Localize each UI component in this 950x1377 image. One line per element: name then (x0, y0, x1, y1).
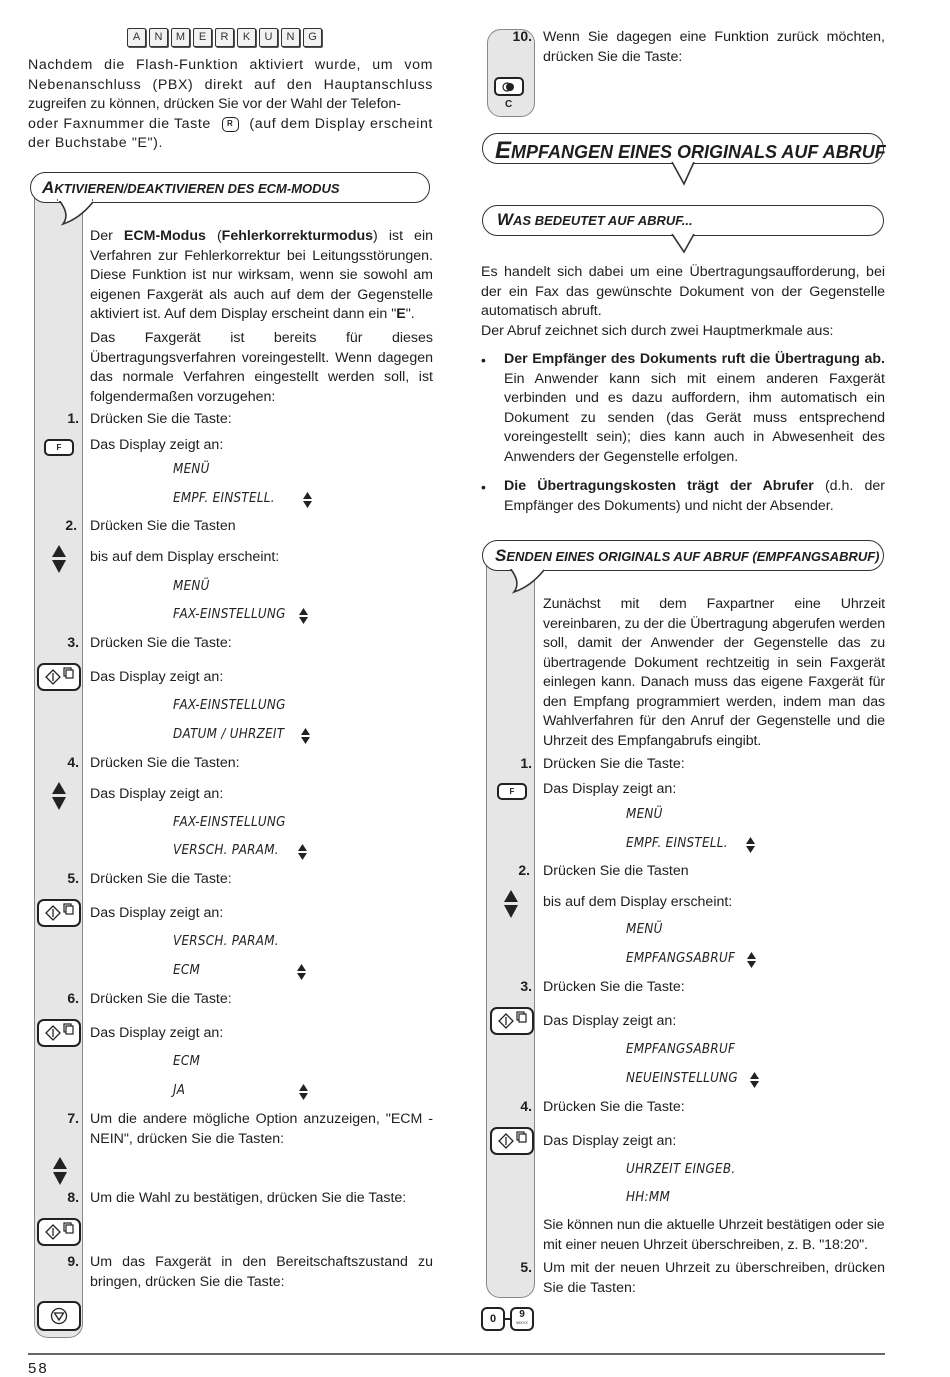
step-text: Wenn Sie dagegen eine Funktion zurück möchten, drücken Sie die Taste: (543, 29, 885, 65)
step-text: Um die andere mögliche Option anzuzeigen, "ECM - NEIN", drücken Sie die Tasten: (90, 1111, 433, 1147)
step-number: 8. (67, 1189, 79, 1205)
note-title-letter: N (149, 28, 168, 47)
step-text: Drücken Sie die Taste: (543, 979, 685, 995)
ecm-intro-p2: Das Faxgerät ist bereits für dieses Übertragungsverfahren voreingestellt. Wenn dagegen das normale Verfahren eingestellt werden soll, ist folgendermaßen vorzugehen: (90, 330, 433, 405)
send-section-title: SENDEN EINES ORIGINALS AUF ABRUF (EMPFANGSABRUF) (495, 546, 880, 565)
step-subtext: Das Display zeigt an: (543, 781, 677, 797)
step-text: Drücken Sie die Taste: (90, 635, 232, 651)
up-down-arrows-icon (303, 492, 312, 508)
ecm-section-title: AKTIVIEREN/DEAKTIVIEREN DES ECM-MODUS (42, 178, 340, 197)
step-subtext: Das Display zeigt an: (90, 786, 224, 802)
note-title (127, 28, 322, 47)
display-line: UHRZEIT EINGEB. (626, 1162, 736, 1177)
up-down-arrows-icon (299, 608, 308, 624)
note-line (28, 115, 433, 135)
display-line: MENÜ (626, 922, 663, 937)
step-number: 4. (67, 754, 79, 770)
display-line: EMPF. EINSTELL. (626, 836, 728, 851)
display-line: MENÜ (173, 579, 210, 594)
bubble-tail-icon (55, 198, 95, 228)
f-key-icon: F (44, 439, 74, 456)
start-copy-key-icon (37, 899, 81, 927)
what-bullet: Der Empfänger des Dokuments ruft die Übertragung ab. Ein Anwender kann sich mit einem anderen Faxgerät verbinden und es dazu auffordern, ihm automatisch ein Dokument zu senden (das Gerät muss entsprechend voreingestellt sein); dies kann auch in Abwesenheit des Anwenders der Gegenstelle erfolgen. (504, 351, 885, 465)
c-key-label: C (505, 99, 513, 110)
step-subtext: bis auf dem Display erscheint: (90, 549, 280, 565)
note-title-letter: G (303, 28, 322, 47)
note-title-letter: U (259, 28, 278, 47)
nine-key-icon (510, 1307, 534, 1331)
display-line: EMPFANGSABRUF (626, 951, 736, 966)
step-number: 7. (67, 1110, 79, 1126)
step-subtext: bis auf dem Display erscheint: (543, 894, 733, 910)
display-line: DATUM / UHRZEIT (173, 727, 285, 742)
up-down-arrows-icon (299, 1084, 308, 1100)
note-title-letter: R (215, 28, 234, 47)
display-line: FAX-EINSTELLUNG (173, 698, 286, 713)
display-line: HH:MM (626, 1190, 671, 1205)
step-number: 2. (518, 862, 530, 878)
nine-key-digit: 9 (519, 1309, 525, 1320)
up-down-arrows-icon (298, 844, 307, 860)
note-title-letter: N (281, 28, 300, 47)
note-line: zugreifen zu können, drücken Sie vor der Wahl der Telefon- (28, 96, 402, 112)
bubble-tail-icon (670, 234, 698, 254)
note-line: Nebenanschluss (PBX) direkt auf den Hauptanschluss (28, 76, 433, 93)
step-text: Drücken Sie die Tasten: (90, 755, 240, 771)
display-line: VERSCH. PARAM. (173, 843, 279, 858)
display-line: FAX-EINSTELLUNG (173, 607, 286, 622)
step-note: Sie können nun die aktuelle Uhrzeit bestätigen oder sie mit einer neuen Uhrzeit überschreiben, z. B. "18:20". (543, 1217, 885, 1253)
step-text: Drücken Sie die Taste: (543, 1099, 685, 1115)
step-subtext: Das Display zeigt an: (90, 1025, 224, 1041)
up-down-keys-icon (504, 890, 518, 918)
start-copy-key-icon (37, 663, 81, 691)
display-line: ECM (173, 963, 201, 978)
step-text: Um das Faxgerät in den Bereitschaftszustand zu bringen, drücken Sie die Taste: (90, 1254, 433, 1290)
r-key-icon: R (222, 117, 239, 132)
step-number: 1. (67, 410, 79, 426)
receive-section-title: EMPFANGEN EINES ORIGINALS AUF ABRUF (495, 137, 886, 164)
step-text: Um die Wahl zu bestätigen, drücken Sie die Taste: (90, 1190, 407, 1206)
step-number: 3. (520, 978, 532, 994)
display-line: NEUEINSTELLUNG (626, 1071, 738, 1086)
note-line: der Buchstabe "E"). (28, 135, 164, 151)
step-text: Drücken Sie die Tasten (543, 863, 689, 879)
bullet-icon: • (481, 352, 486, 368)
what-p1: Es handelt sich dabei um eine Übertragungsaufforderung, bei der ein Fax das gewünschte Dokument von der Gegenstelle automatisch abruft. (481, 264, 885, 319)
f-key-icon: F (497, 783, 527, 800)
display-line: FAX-EINSTELLUNG (173, 815, 286, 830)
up-down-keys-icon (53, 1157, 67, 1185)
page-number: 58 (28, 1360, 49, 1377)
step-text: Drücken Sie die Taste: (543, 756, 685, 772)
start-copy-key-icon (37, 1218, 81, 1246)
up-down-arrows-icon (746, 837, 755, 853)
step-number: 5. (67, 870, 79, 886)
note-title-letter: E (193, 28, 212, 47)
footer-rule (28, 1353, 885, 1355)
display-line: JA (173, 1083, 186, 1098)
what-section-title: WAS BEDEUTET AUF ABRUF... (497, 210, 693, 229)
step-number: 10. (512, 28, 532, 44)
note-text (28, 56, 433, 154)
display-line: EMPFANGSABRUF (626, 1042, 736, 1057)
up-down-arrows-icon (750, 1072, 759, 1088)
step-subtext: Das Display zeigt an: (90, 905, 224, 921)
bullet-icon: • (481, 479, 486, 495)
note-line-part: oder Faxnummer die Taste (28, 115, 211, 132)
send-intro: Zunächst mit dem Faxpartner eine Uhrzeit vereinbaren, zu der die Übertragung abgerufen werden soll, damit der Anwender der Gegenstelle das zu übertragende Dokument rechtzeitig in sein Faxgerät einlegen kann. Danach muss das eigene Faxgerät für den Empfang programmiert werden, indem man das Wahlverfahren für den Anruf der Gegenstelle und die Uhrzeit des Empfangabrufs eingibt. (543, 596, 885, 749)
step-number: 3. (67, 634, 79, 650)
note-line: Nachdem die Flash-Funktion aktiviert wurde, um vom (28, 57, 433, 73)
up-down-keys-icon (52, 545, 66, 573)
display-line: EMPF. EINSTELL. (173, 491, 275, 506)
note-title-letter: K (237, 28, 256, 47)
step-number: 9. (67, 1253, 79, 1269)
note-line-part: (auf dem Display erscheint (249, 115, 433, 132)
what-bullet: Die Übertragungskosten trägt der Abrufer (d.h. der Empfänger des Dokuments) und nicht der Absender. (504, 478, 885, 514)
display-line: ECM (173, 1054, 201, 1069)
step-text: Drücken Sie die Tasten (90, 518, 236, 534)
display-line: MENÜ (626, 807, 663, 822)
display-line: VERSCH. PARAM. (173, 934, 279, 949)
step-subtext: Das Display zeigt an: (90, 669, 224, 685)
step-subtext: Das Display zeigt an: (90, 437, 224, 453)
step-subtext: Das Display zeigt an: (543, 1133, 677, 1149)
display-line: MENÜ (173, 462, 210, 477)
step-number: 1. (520, 755, 532, 771)
start-copy-key-icon (490, 1007, 534, 1035)
send-section-strip (486, 560, 535, 1298)
step-number: 2. (65, 517, 77, 533)
what-p2: Der Abruf zeichnet sich durch zwei Hauptmerkmale aus: (481, 323, 834, 339)
c-key-icon (494, 77, 524, 96)
stop-key-icon (37, 1301, 81, 1331)
step-subtext: Das Display zeigt an: (543, 1013, 677, 1029)
note-title-letter: A (127, 28, 146, 47)
start-copy-key-icon (37, 1019, 81, 1047)
step-text: Drücken Sie die Taste: (90, 411, 232, 427)
note-title-letter: M (171, 28, 190, 47)
step-text: Drücken Sie die Taste: (90, 871, 232, 887)
ecm-intro-p1: Der ECM-Modus (Fehlerkorrekturmodus) ist ein Verfahren zur Fehlerkorrektur bei Leitungsstörungen. Diese Funktion ist nur wirksam, wenn sie sowohl am eigenen Faxgerät als auch auf dem der Gegenstelle aktiviert ist. Auf dem Display erscheint dann ein "E". (90, 228, 433, 322)
step-number: 6. (67, 990, 79, 1006)
step-number: 4. (520, 1098, 532, 1114)
up-down-arrows-icon (301, 728, 310, 744)
up-down-arrows-icon (747, 952, 756, 968)
step-text: Um mit der neuen Uhrzeit zu überschreiben, drücken Sie die Tasten: (543, 1260, 885, 1296)
start-copy-key-icon (490, 1127, 534, 1155)
step-text: Drücken Sie die Taste: (90, 991, 232, 1007)
up-down-arrows-icon (297, 964, 306, 980)
bubble-tail-icon (670, 162, 698, 186)
zero-key-icon: 0 (481, 1307, 505, 1331)
bubble-tail-icon (506, 566, 546, 596)
nine-key-letters: WXYZ (516, 1320, 528, 1325)
up-down-keys-icon (52, 782, 66, 810)
step-number: 5. (520, 1259, 532, 1275)
